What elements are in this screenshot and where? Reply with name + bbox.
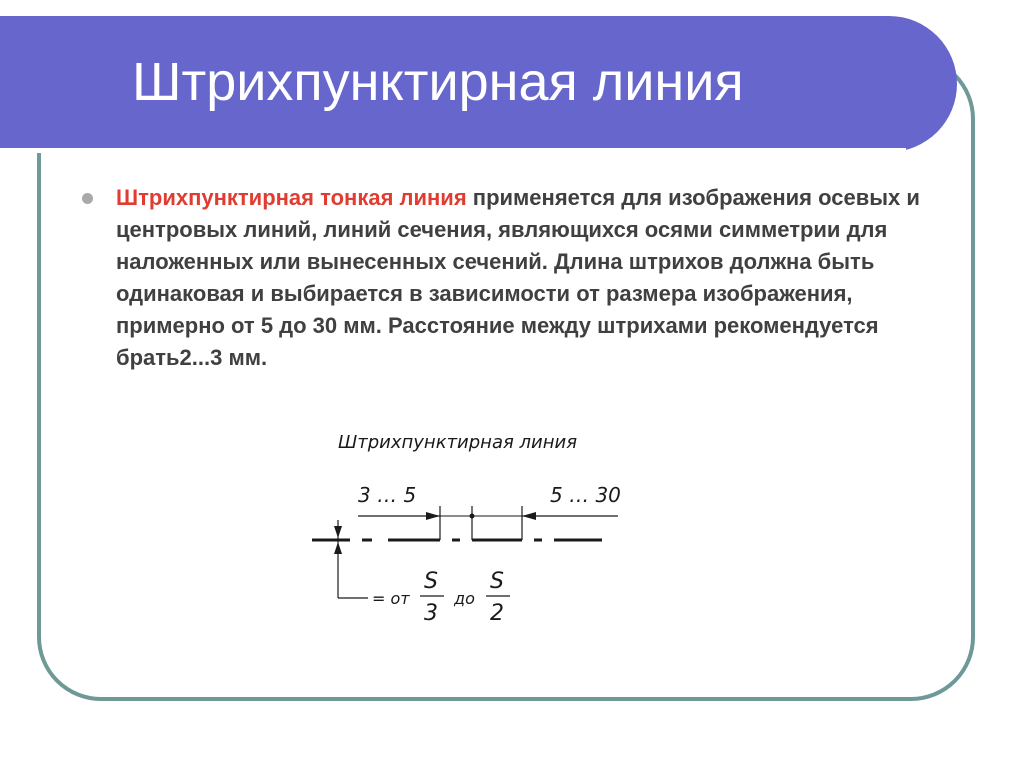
fraction2-numerator: S (490, 569, 504, 594)
slide-title: Штрихпунктирная линия (132, 52, 744, 112)
tick-dot-icon (470, 514, 475, 519)
body-rest: применяется для изображения осевых и центровых линий, линий сечения, являющихся осями симметрии для наложенных или вынесенных сечений. Длина штрихов должна быть одинаковая и выбирается в зависимости от размера изображения, примерно от 5 до 30 мм. Расстояние между штрихами рекомендуется брать2...3 мм. (116, 185, 920, 370)
thickness-bottom-arrow-icon (334, 542, 342, 554)
dash-dot-line-diagram (300, 420, 640, 640)
body-highlight: Штрихпунктирная тонкая линия (116, 185, 467, 210)
title-underline (0, 148, 906, 153)
dash-dimension-label: 5 … 30 (550, 483, 621, 507)
thickness-dimension (338, 520, 368, 598)
fraction2-denominator: 2 (490, 601, 504, 626)
thickness-top-arrow-icon (334, 526, 342, 538)
dimension-lines (358, 506, 618, 540)
fraction1-numerator: S (424, 569, 438, 594)
diagram-caption: Штрихпунктирная линия (338, 432, 578, 453)
gap-dimension-label: 3 … 5 (358, 483, 417, 507)
body-paragraph (116, 182, 946, 374)
thickness-between-label: до (454, 589, 475, 608)
bullet-dot-icon (82, 193, 93, 204)
dash-arrow-icon (522, 512, 536, 520)
fraction1-denominator: 3 (424, 601, 438, 626)
gap-arrow-icon (426, 512, 440, 520)
thickness-eq-label: = от (372, 589, 410, 608)
